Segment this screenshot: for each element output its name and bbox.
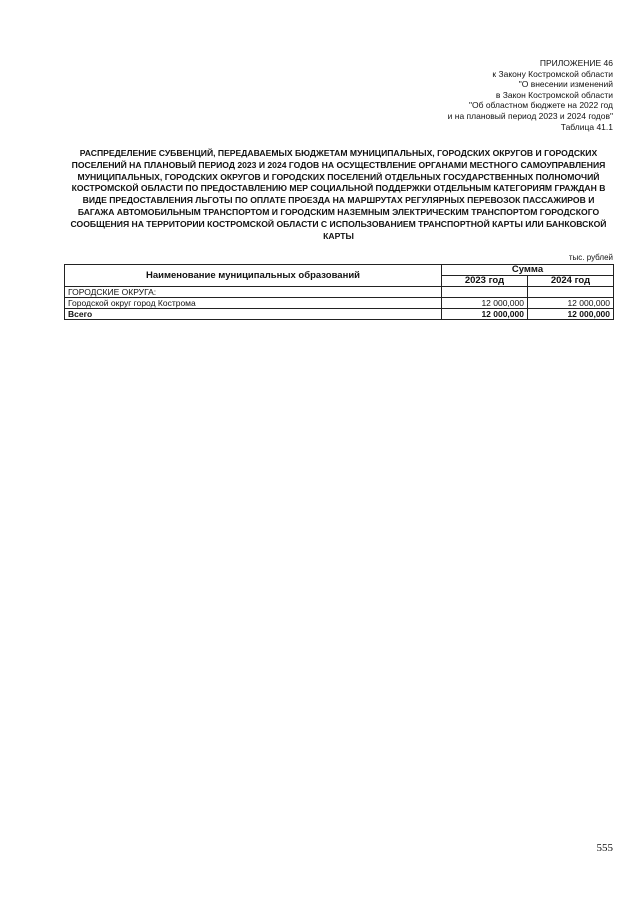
table-row bbox=[65, 287, 614, 298]
appendix-line: в Закон Костромской области bbox=[495, 89, 613, 100]
table-number: Таблица 41.1 bbox=[560, 121, 613, 132]
document-title: РАСПРЕДЕЛЕНИЕ СУБВЕНЦИЙ, ПЕРЕДАВАЕМЫХ БЮДЖЕТАМ МУНИЦИПАЛЬНЫХ, ГОРОДСКИХ ОКРУГОВ И ГОРОДСКИХ ПОСЕЛЕНИЙ НА ПЛАНОВЫЙ ПЕРИОД 2023 И 2024 ГОДОВ НА ОСУЩЕСТВЛЕНИЕ ОРГАНАМИ МЕСТНОГО САМОУПРАВЛЕНИЯ МУНИЦИПАЛЬНЫХ, ГОРОДСКИХ ОКРУГОВ И ГОРОДСКИХ ПОСЕЛЕНИЙ ОТДЕЛЬНЫХ ГОСУДАРСТВЕННЫХ ПОЛНОМОЧИЙ КОСТРОМСКОЙ ОБЛАСТИ ПО ПРЕДОСТАВЛЕНИЮ МЕР СОЦИАЛЬНОЙ ПОДДЕРЖКИ ОТДЕЛЬНЫМ КАТЕГОРИЯМ ГРАЖДАН В ВИДЕ ПРЕДОСТАВЛЕНИЯ ЛЬГОТЫ ПО ОПЛАТЕ ПРОЕЗДА НА МАРШРУТАХ РЕГУЛЯРНЫХ ПЕРЕВОЗОК ПАССАЖИРОВ И БАГАЖА АВТОМОБИЛЬНЫМ ТРАНСПОРТОМ И ГОРОДСКИМ НАЗЕМНЫМ ЭЛЕКТРИЧЕСКИМ ТРАНСПОРТОМ ГОРОДСКОГО СООБЩЕНИЯ НА ТЕРРИТОРИИ КОСТРОМСКОЙ ОБЛАСТИ С ИСПОЛЬЗОВАНИЕМ ТРАНСПОРТНОЙ КАРТЫ ИЛИ БАНКОВСКОЙ КАРТЫ bbox=[70, 148, 607, 241]
column-header-sum: Сумма bbox=[441, 265, 613, 276]
amount-2023: 12 000,000 bbox=[441, 298, 527, 309]
section-label: ГОРОДСКИЕ ОКРУГА: bbox=[65, 287, 442, 298]
units-label: тыс. рублей bbox=[568, 253, 613, 262]
empty-cell bbox=[441, 287, 527, 298]
empty-cell bbox=[527, 287, 613, 298]
column-header-2023: 2023 год bbox=[441, 276, 527, 287]
appendix-line: "О внесении изменений bbox=[518, 79, 613, 90]
page-number: 555 bbox=[596, 842, 613, 854]
column-header-name: Наименование муниципальных образований bbox=[65, 265, 442, 287]
subsidy-table bbox=[64, 264, 614, 320]
table-header-row bbox=[65, 265, 614, 276]
table-row bbox=[65, 298, 614, 309]
total-row bbox=[65, 309, 614, 320]
amount-2024: 12 000,000 bbox=[527, 298, 613, 309]
appendix-header bbox=[448, 58, 613, 132]
appendix-line: и на плановый период 2023 и 2024 годов" bbox=[447, 110, 613, 121]
appendix-line: к Закону Костромской области bbox=[492, 68, 613, 79]
appendix-line: "Об областном бюджете на 2022 год bbox=[468, 100, 613, 111]
total-label: Всего bbox=[65, 309, 442, 320]
total-2023: 12 000,000 bbox=[441, 309, 527, 320]
municipality-name: Городской округ город Кострома bbox=[65, 298, 442, 309]
column-header-2024: 2024 год bbox=[527, 276, 613, 287]
appendix-line: ПРИЛОЖЕНИЕ 46 bbox=[539, 58, 613, 68]
total-2024: 12 000,000 bbox=[527, 309, 613, 320]
